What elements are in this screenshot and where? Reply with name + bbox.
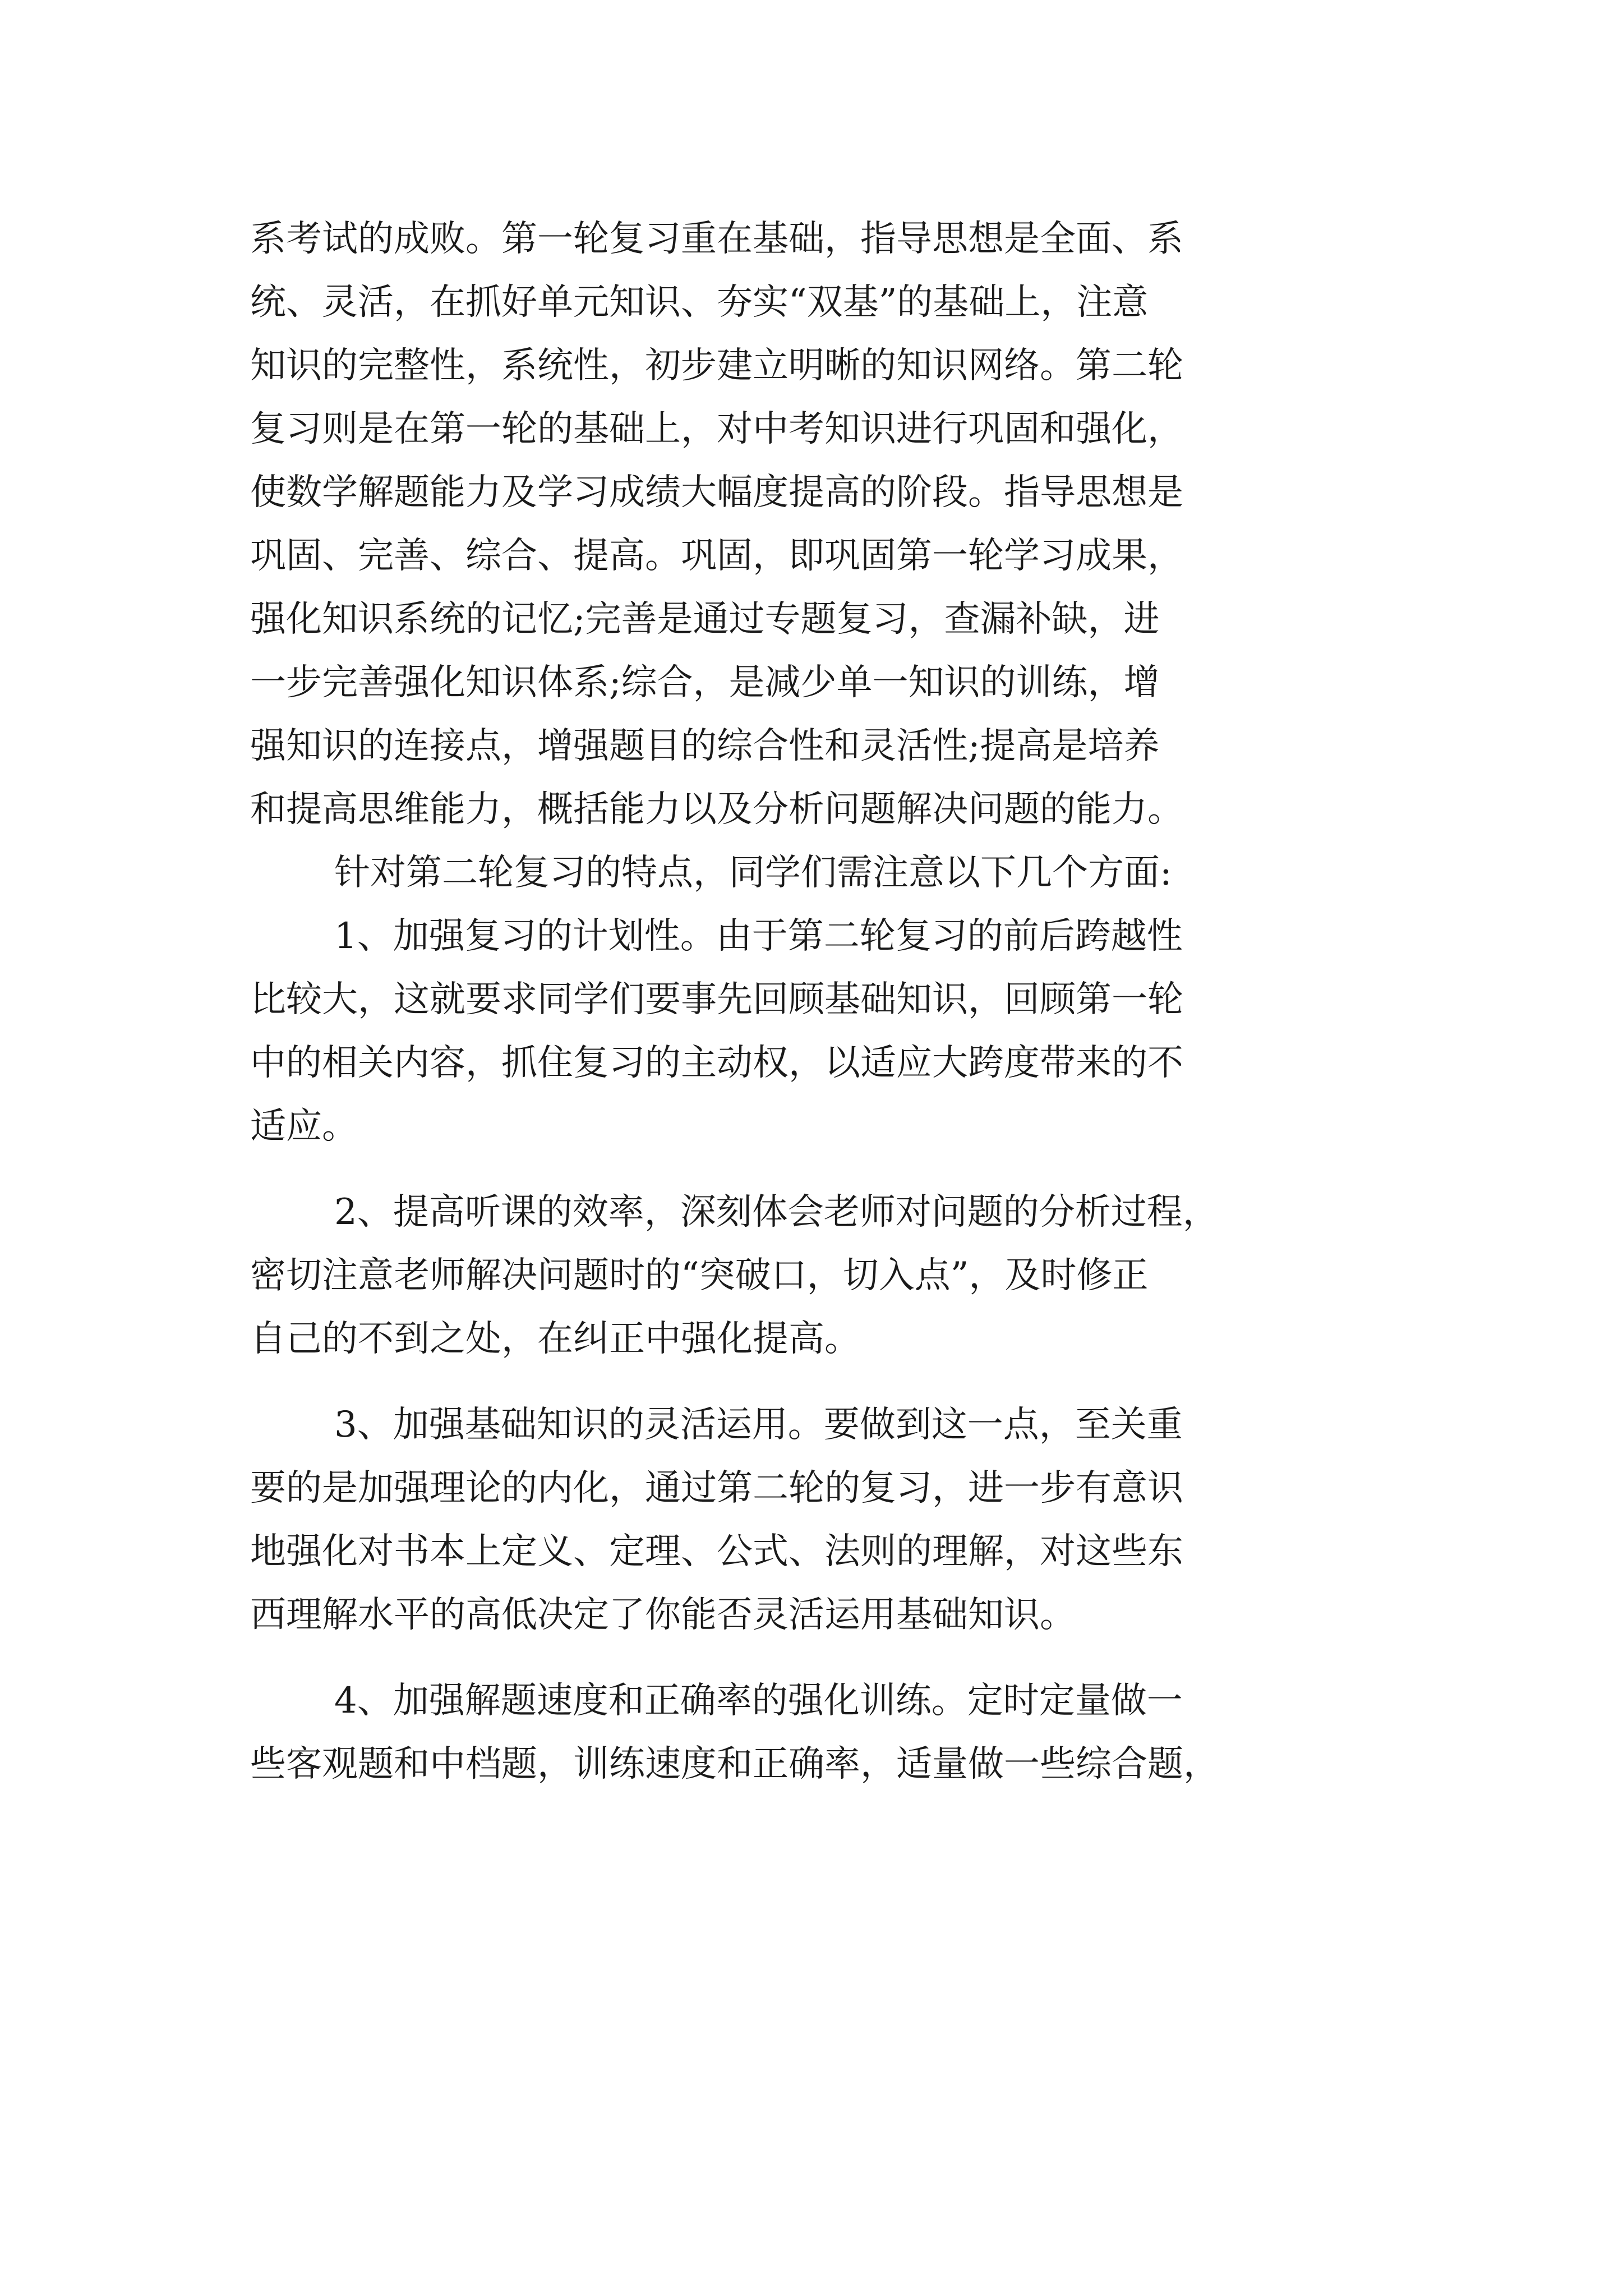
text-line: 密切注意老师解决问题时的“突破口，切入点”，及时修正 xyxy=(250,1255,1149,1296)
text-line: 一步完善强化知识体系;综合，是减少单一知识的训练，增 xyxy=(250,662,1160,703)
text-line: 要的是加强理论的内化，通过第二轮的复习，进一步有意识 xyxy=(250,1467,1183,1509)
text-line: 比较大，这就要求同学们要事先回顾基础知识，回顾第一轮 xyxy=(250,979,1183,1020)
text-line: 些客观题和中档题，训练速度和正确率，适量做一些综合题， xyxy=(250,1743,1219,1785)
text-line: 复习则是在第一轮的基础上，对中考知识进行巩固和强化， xyxy=(250,408,1183,450)
text-line: 中的相关内容，抓住复习的主动权，以适应大跨度带来的不 xyxy=(250,1042,1183,1084)
paragraph-start-line: 3、加强基础知识的灵活运用。要做到这一点，至关重 xyxy=(334,1404,1183,1446)
text-line: 知识的完整性，系统性，初步建立明晰的知识网络。第二轮 xyxy=(250,345,1183,386)
text-line: 巩固、完善、综合、提高。巩固，即巩固第一轮学习成果， xyxy=(250,535,1183,577)
text-line: 统、灵活，在抓好单元知识、夯实“双基”的基础上，注意 xyxy=(250,282,1149,323)
text-line: 系考试的成败。第一轮复习重在基础，指导思想是全面、系 xyxy=(250,218,1183,260)
text-line: 适应。 xyxy=(250,1106,358,1147)
text-line: 强化知识系统的记忆;完善是通过专题复习，查漏补缺，进 xyxy=(250,599,1160,640)
paragraph-start-line: 针对第二轮复习的特点，同学们需注意以下几个方面: xyxy=(334,852,1172,894)
text-line: 使数学解题能力及学习成绩大幅度提高的阶段。指导思想是 xyxy=(250,472,1183,513)
text-line: 西理解水平的高低决定了你能否灵活运用基础知识。 xyxy=(250,1594,1076,1636)
text-line: 和提高思维能力，概括能力以及分析问题解决问题的能力。 xyxy=(250,789,1183,830)
paragraph-start-line: 1、加强复习的计划性。由于第二轮复习的前后跨越性 xyxy=(334,915,1183,957)
body-text xyxy=(250,208,1372,1796)
text-line: 自己的不到之处，在纠正中强化提高。 xyxy=(250,1318,860,1360)
paragraph-start-line: 2、提高听课的效率，深刻体会老师对问题的分析过程， xyxy=(334,1191,1219,1233)
paragraph-start-line: 4、加强解题速度和正确率的强化训练。定时定量做一 xyxy=(334,1680,1183,1722)
text-line: 地强化对书本上定义、定理、公式、法则的理解，对这些东 xyxy=(250,1531,1183,1572)
text-line: 强知识的连接点，增强题目的综合性和灵活性;提高是培养 xyxy=(250,725,1160,767)
